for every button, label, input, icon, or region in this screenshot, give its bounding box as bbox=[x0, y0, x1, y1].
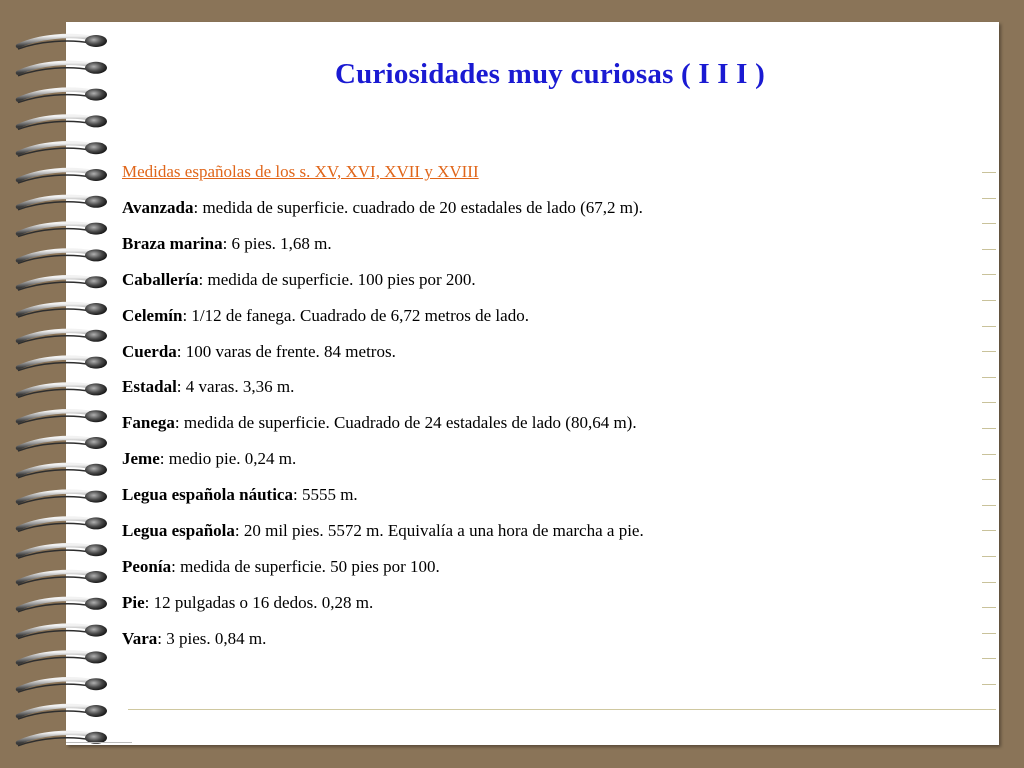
list-item bbox=[122, 627, 972, 663]
entry-definition: : 100 varas de frente. 84 metros. bbox=[176, 341, 396, 361]
subtitle-link[interactable]: Medidas españolas de los s. XV, XVI, XVII y XVIII bbox=[122, 162, 479, 181]
margin-dash bbox=[982, 326, 996, 327]
entry-term: Pie bbox=[122, 592, 145, 612]
entry-definition: : 6 pies. 1,68 m. bbox=[222, 233, 332, 253]
entry-definition: : 3 pies. 0,84 m. bbox=[157, 628, 267, 648]
margin-dash bbox=[982, 582, 996, 583]
list-item bbox=[122, 519, 972, 555]
entry-definition: : 1/12 de fanega. Cuadrado de 6,72 metros de lado. bbox=[182, 305, 529, 325]
bottom-left-rule bbox=[66, 742, 132, 743]
list-item bbox=[122, 483, 972, 519]
bottom-rule bbox=[128, 709, 996, 710]
entry-term: Cuerda bbox=[122, 341, 177, 361]
entry-term: Celemín bbox=[122, 305, 183, 325]
list-item bbox=[122, 555, 972, 591]
entry-term: Vara bbox=[122, 628, 158, 648]
right-margin-dashes bbox=[980, 160, 998, 700]
entry-definition: : 5555 m. bbox=[292, 485, 358, 505]
margin-dash bbox=[982, 505, 996, 506]
margin-dash bbox=[982, 223, 996, 224]
margin-dash bbox=[982, 556, 996, 557]
list-item bbox=[122, 375, 972, 411]
entry-definition: : medida de superficie. 100 pies por 200. bbox=[198, 269, 476, 289]
margin-dash bbox=[982, 454, 996, 455]
entry-term: Jeme bbox=[122, 449, 160, 469]
list-item bbox=[122, 232, 972, 268]
entry-term: Estadal bbox=[122, 377, 177, 397]
margin-dash bbox=[982, 351, 996, 352]
list-item bbox=[122, 447, 972, 483]
entry-term: Legua española bbox=[122, 521, 235, 541]
entry-definition: : 12 pulgadas o 16 dedos. 0,28 m. bbox=[144, 592, 374, 612]
list-item bbox=[122, 411, 972, 447]
list-item bbox=[122, 304, 972, 340]
entry-term: Caballería bbox=[122, 269, 199, 289]
margin-dash bbox=[982, 530, 996, 531]
entry-term: Peonía bbox=[122, 556, 172, 576]
entry-definition: : medio pie. 0,24 m. bbox=[159, 449, 297, 469]
page-title: Curiosidades muy curiosas ( I I I ) bbox=[335, 58, 765, 90]
entry-term: Fanega bbox=[122, 413, 175, 433]
margin-dash bbox=[982, 658, 996, 659]
margin-dash bbox=[982, 402, 996, 403]
content-area bbox=[122, 160, 972, 663]
entry-definition: : medida de superficie. 50 pies por 100. bbox=[171, 556, 440, 576]
entry-term: Avanzada bbox=[122, 198, 194, 217]
entry-definition: : 20 mil pies. 5572 m. Equivalía a una hora de marcha a pie. bbox=[234, 521, 644, 541]
margin-dash bbox=[982, 377, 996, 378]
margin-dash bbox=[982, 300, 996, 301]
margin-dash bbox=[982, 684, 996, 685]
list-item bbox=[122, 268, 972, 304]
margin-dash bbox=[982, 274, 996, 275]
entry-term: Legua española náutica bbox=[122, 485, 293, 505]
entry-definition: : medida de superficie. cuadrado de 20 estadales de lado (67,2 m). bbox=[193, 198, 643, 217]
margin-dash bbox=[982, 172, 996, 173]
entry-definition: : medida de superficie. Cuadrado de 24 estadales de lado (80,64 m). bbox=[174, 413, 637, 433]
entries-list bbox=[122, 196, 972, 663]
spiral-binding-icon bbox=[0, 0, 120, 768]
entry-term: Braza marina bbox=[122, 233, 223, 253]
margin-dash bbox=[982, 479, 996, 480]
list-item bbox=[122, 340, 972, 376]
margin-dash bbox=[982, 198, 996, 199]
margin-dash bbox=[982, 633, 996, 634]
entry-definition: : 4 varas. 3,36 m. bbox=[176, 377, 295, 397]
margin-dash bbox=[982, 428, 996, 429]
margin-dash bbox=[982, 249, 996, 250]
list-item bbox=[122, 196, 972, 232]
list-item bbox=[122, 591, 972, 627]
margin-dash bbox=[982, 607, 996, 608]
